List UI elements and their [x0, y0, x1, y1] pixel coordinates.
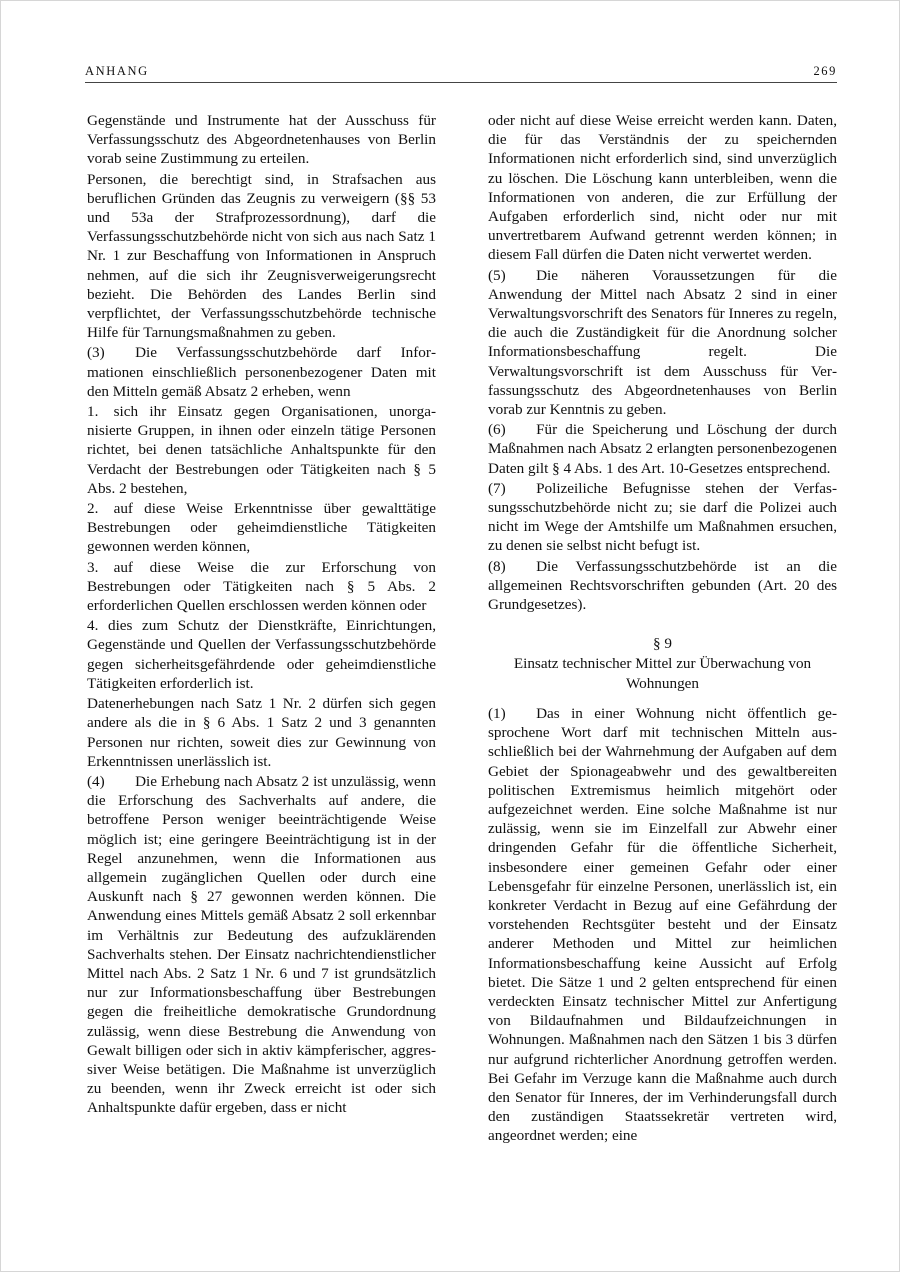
paragraph: (8) Die Verfassungsschutzbehörde ist an die allgemeinen Rechtsvorschriften gebunden (Art. 20 des Grundgesetzes). — [488, 557, 837, 614]
list-item: 1. sich ihr Einsatz gegen Organisationen, unorganisierte Gruppen, in ihnen oder einzeln tätige Personen richtet, bei denen tatsächliche Anhaltspunkte für den Verdacht der Bestrebungen oder Tätigkeiten nach § 5 Abs. 2 bestehen, — [87, 403, 436, 497]
page-number: 269 — [813, 64, 837, 78]
paragraph: (5) Die näheren Voraussetzungen für die Anwendung der Mittel nach Absatz 2 sind in einer Verwaltungsvorschrift des Senators für Inneres zu regeln, die auch die Zuständigkeit für die Anordnung solcher Informationsbeschaffung regelt. Die Verwaltungsvorschrift ist dem Ausschuss für Verfassungsschutz des Abgeordnetenhauses von Berlin vorab zur Kenntnis zu geben. — [488, 266, 837, 419]
paragraph: Personen, die berechtigt sind, in Strafsachen aus beruflichen Gründen das Zeugnis zu verweigern (§§ 53 und 53a der Strafprozessordnung), darf die Verfassungsschutzbehörde nicht von sich aus nach Satz 1 Nr. 1 zur Beschaffung von Informationen in Anspruch nehmen, auf die sich ihr Zeugnisverweigerungsrecht bezieht. Die Behörden des Landes Berlin sind verpflichtet, der Verfassungsschutzbehörde technische Hilfe für Tarnungsmaßnahmen zu geben. — [87, 170, 436, 342]
right-column — [488, 111, 837, 1147]
paragraph: (7) Polizeiliche Befugnisse stehen der Verfassungsschutzbehörde nicht zu; sie darf die Polizei auch nicht im Wege der Amtshilfe um Maßnahmen ersuchen, zu denen sie selbst nicht befugt ist. — [488, 479, 837, 555]
header-section-title: ANHANG — [85, 64, 149, 78]
paragraph: Gegenstände und Instrumente hat der Ausschuss für Verfassungsschutz des Abgeordnetenhauses von Berlin vorab seine Zustimmung zu erteilen. — [87, 112, 436, 168]
paragraph: oder nicht auf diese Weise erreicht werden kann. Daten, die für das Verständnis der zu speichernden Informationen nicht erforderlich sind, sind unverzüglich zu löschen. Die Löschung kann unterbleiben, wenn die Informationen von anderen, die zur Erfüllung der Aufgaben erforderlich sind, nicht oder nur mit unvertretbarem Aufwand getrennt werden können; in diesem Fall dürfen die Daten nicht verwertet werden. — [488, 112, 837, 264]
list-item: 3. auf diese Weise die zur Erforschung von Bestrebungen oder Tätigkeiten nach § 5 Abs. 2 erforderlichen Quellen erschlossen werden können oder — [87, 558, 436, 615]
left-column — [87, 111, 436, 1119]
section-title: Einsatz technischer Mittel zur Überwachung von Wohnungen — [513, 655, 812, 692]
list-item: 4. dies zum Schutz der Dienstkräfte, Einrichtungen, Gegenstände und Quellen der Verfassungsschutzbehörde gegen sicherheitsgefährdende oder geheimdienstliche Tätigkeiten erforderlich ist. — [87, 617, 436, 692]
running-header — [85, 64, 837, 83]
paragraph: (4) Die Erhebung nach Absatz 2 ist unzulässig, wenn die Erforschung des Sachverhalts auf andere, die betroffene Person weniger beeinträchtigende Weise möglich ist; eine geringere Beeinträchtigung ist in der Regel anzunehmen, wenn die Informationen aus allgemein zugänglichen Quellen oder durch eine Auskunft nach § 27 gewonnen werden können. Die Anwendung eines Mittels gemäß Absatz 2 soll erkennbar im Verhältnis zur Bedeutung des aufzuklärenden Sachverhalts stehen. Der Einsatz nachrichtendienstlicher Mittel nach Abs. 2 Satz 1 Nr. 6 und 7 ist grundsätzlich nur zur Informationsbeschaffung über Bestrebungen gegen die freiheitliche demokratische Grundordnung zulässig, wenn diese Bestrebung die Anwendung von Gewalt billigen oder sich in aktiv kämpferischer, aggressiver Weise betätigen. Die Maßnahme ist unverzüglich zu beenden, wenn ihr Zweck erreicht ist oder sich Anhaltspunkte dafür ergeben, dass er nicht — [87, 772, 436, 1117]
list-item: 2. auf diese Weise Erkenntnisse über gewalttätige Bestrebungen oder geheimdienstliche Tätigkeiten gewonnen werden können, — [87, 500, 436, 556]
paragraph: (3) Die Verfassungsschutzbehörde darf Informationen einschließlich personenbezogener Daten mit den Mitteln gemäß Absatz 2 erheben, wenn — [87, 344, 436, 400]
section-heading — [488, 634, 837, 693]
section-number: § 9 — [653, 635, 672, 653]
paragraph: (6) Für die Speicherung und Löschung der durch Maßnahmen nach Absatz 2 erlangten personenbezogenen Daten gilt § 4 Abs. 1 des Art. 10-Gesetzes entsprechend. — [488, 421, 837, 477]
paragraph: Datenerhebungen nach Satz 1 Nr. 2 dürfen sich gegen andere als die in § 6 Abs. 1 Satz 2 und 3 genannten Personen nur richten, soweit dies zur Gewinnung von Erkenntnissen unerlässlich ist. — [87, 695, 436, 770]
paragraph: (1) Das in einer Wohnung nicht öffentlich gesprochene Wort darf mit technischen Mitteln ausschließlich bei der Wahrnehmung der Aufgaben auf dem Gebiet der Spionageabwehr und des gewaltbereiten politischen Extremismus heimlich mitgehört oder aufgezeichnet werden. Eine solche Maßnahme ist nur zulässig, wenn sie im Einzelfall zur Abwehr einer dringenden Gefahr für die öffentliche Sicherheit, insbesondere einer gemeinen Gefahr oder einer Lebensgefahr für einzelne Personen, unerlässlich ist, ein konkreter Verdacht in Bezug auf eine Gefährdung der vorstehenden Rechtsgüter besteht und der Einsatz anderer Methoden und Mittel zur heimlichen Informationsbeschaffung keine Aussicht auf Erfolg bietet. Die Sätze 1 und 2 gelten entsprechend für einen verdeckten Einsatz technischer Mittel zur Anfertigung von Bildaufnahmen und Bildaufzeichnungen in Wohnungen. Maßnahmen nach den Sätzen 1 bis 3 dürfen nur aufgrund richterlicher Anordnung getroffen werden. Bei Gefahr im Verzuge kann die Maßnahme auch durch den Senator für Inneres, der im Verhinderungsfall durch den zuständigen Staatssekretär vertreten wird, angeordnet werden; eine — [488, 704, 837, 1145]
